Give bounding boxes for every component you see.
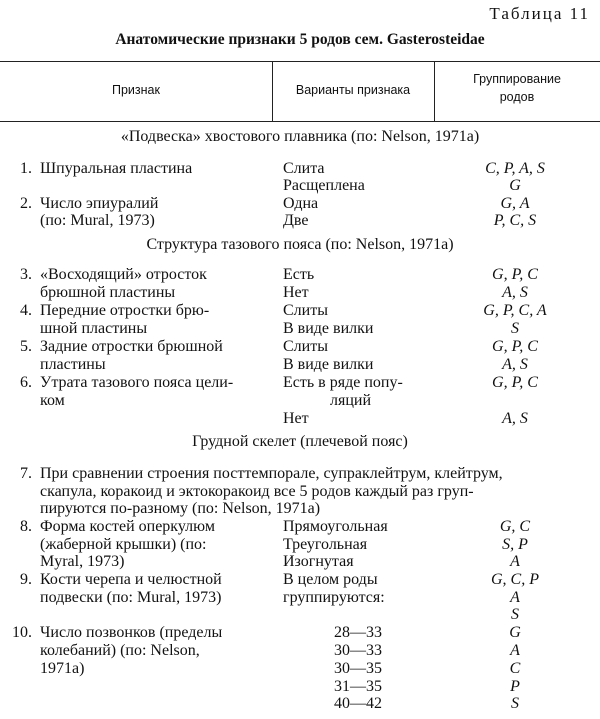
variant-text: Расщеплена <box>283 177 365 194</box>
section-title: Грудной скелет (плечевой пояс) <box>192 433 408 450</box>
grouping-text: A <box>510 642 520 659</box>
variant-text: 40—42 <box>334 695 382 712</box>
feature-text: ком <box>40 392 65 409</box>
table-number: Таблица 11 <box>489 4 590 23</box>
feature-text: Форма костей оперкулюм <box>40 518 215 535</box>
grouping-text: G <box>509 177 521 194</box>
variant-text: Слиты <box>283 302 328 319</box>
feature-text: Задние отростки брюшной <box>40 338 223 355</box>
variant-text: В виде вилки <box>283 320 374 337</box>
row-number: 5. <box>20 338 32 355</box>
grouping-text: A <box>510 589 520 606</box>
header-grouping-2: родов <box>499 90 535 104</box>
feature-text: Шпуральная пластина <box>40 160 193 177</box>
grouping-text: A, S <box>502 284 528 301</box>
feature-text: Кости черепа и челюстной <box>40 571 222 588</box>
feature-text: 1971a) <box>40 660 85 677</box>
feature-text: (жаберной крышки) (по: <box>40 536 207 553</box>
grouping-text: S <box>511 695 519 712</box>
header-variants: Варианты признака <box>295 83 411 97</box>
section-title: Структура тазового пояса (по: Nelson, 1971a) <box>146 236 454 253</box>
feature-text: пируются по-разному (по: Nelson, 1971a) <box>40 500 321 517</box>
feature-text: брюшной пластины <box>40 284 176 301</box>
header-bottom-rule <box>0 121 600 122</box>
row-number: 3. <box>20 266 32 283</box>
feature-text: пластины <box>40 356 106 373</box>
grouping-text: G, P, C <box>492 266 538 283</box>
feature-text: Число эпиуралий <box>40 195 159 212</box>
feature-text: шной пластины <box>40 320 148 337</box>
variant-text: 28—33 <box>334 624 382 641</box>
variant-text: Прямоугольная <box>283 518 388 535</box>
grouping-text: S <box>511 606 519 623</box>
grouping-text: G, P, C <box>492 374 538 391</box>
variant-text: Слиты <box>283 338 328 355</box>
variant-text: 30—33 <box>334 642 382 659</box>
feature-text: Утрата тазового пояса цели- <box>40 374 234 391</box>
grouping-text: G, C <box>499 518 531 535</box>
feature-text: «Восходящий» отросток <box>40 266 207 283</box>
variant-text: Треугольная <box>283 536 368 553</box>
feature-text: скапула, коракоид и эктокоракоид все 5 родов каждый раз груп- <box>40 483 474 500</box>
feature-text: Передние отростки брю- <box>40 302 210 319</box>
row-number: 1. <box>20 160 32 177</box>
header-grouping-1: Группирование <box>473 72 561 86</box>
row-number: 7. <box>20 465 32 482</box>
variant-text: Есть в ряде попу- <box>283 374 403 391</box>
grouping-text: G <box>509 624 521 641</box>
row-number: 8. <box>20 518 32 535</box>
variant-text: Изогнутая <box>283 553 354 570</box>
grouping-text: C <box>509 660 521 677</box>
grouping-text: P, C, S <box>493 212 537 229</box>
variant-text: Нет <box>283 284 309 301</box>
row-number: 4. <box>20 302 32 319</box>
header-feature: Признак <box>112 83 160 97</box>
variant-text: Есть <box>283 266 315 283</box>
feature-text: колебаний) (по: Nelson, <box>40 642 200 659</box>
grouping-text: G, P, C <box>492 338 538 355</box>
feature-text: (по: Mural, 1973) <box>40 212 155 229</box>
row-number: 10. <box>12 624 32 641</box>
row-number: 2. <box>20 195 32 212</box>
section-title: «Подвеска» хвостового плавника (по: Nelson, 1971a) <box>120 128 480 145</box>
variant-text: 30—35 <box>334 660 382 677</box>
grouping-text: A, S <box>502 410 528 427</box>
feature-text: Myral, 1973) <box>40 553 125 570</box>
grouping-text: A <box>510 553 520 570</box>
variant-text: Две <box>283 212 309 229</box>
grouping-text: C, P, A, S <box>485 160 545 177</box>
variant-text: ляций <box>330 392 372 409</box>
feature-text: Число позвонков (пределы <box>40 624 223 641</box>
variant-text: Слита <box>283 160 325 177</box>
grouping-text: P <box>510 678 520 695</box>
feature-text: При сравнении строения посттемпорале, супраклейтрум, клейтрум, <box>40 465 503 482</box>
variant-text: группируются: <box>283 589 385 606</box>
grouping-text: G, P, C, A <box>483 302 547 319</box>
grouping-text: S, P <box>502 536 528 553</box>
row-number: 9. <box>20 571 32 588</box>
row-number: 6. <box>20 374 32 391</box>
grouping-text: A, S <box>502 356 528 373</box>
variant-text: В целом роды <box>283 571 378 588</box>
variant-text: Одна <box>283 195 319 212</box>
feature-text: подвески (по: Mural, 1973) <box>40 589 222 606</box>
variant-text: В виде вилки <box>283 356 374 373</box>
variant-text: Нет <box>283 410 309 427</box>
header-top-rule <box>0 61 600 62</box>
variant-text: 31—35 <box>334 678 382 695</box>
grouping-text: G, C, P <box>491 571 539 588</box>
table-title: Анатомические признаки 5 родов сем. Gasterosteidae <box>115 31 485 48</box>
grouping-text: S <box>511 320 519 337</box>
grouping-text: G, A <box>500 195 530 212</box>
